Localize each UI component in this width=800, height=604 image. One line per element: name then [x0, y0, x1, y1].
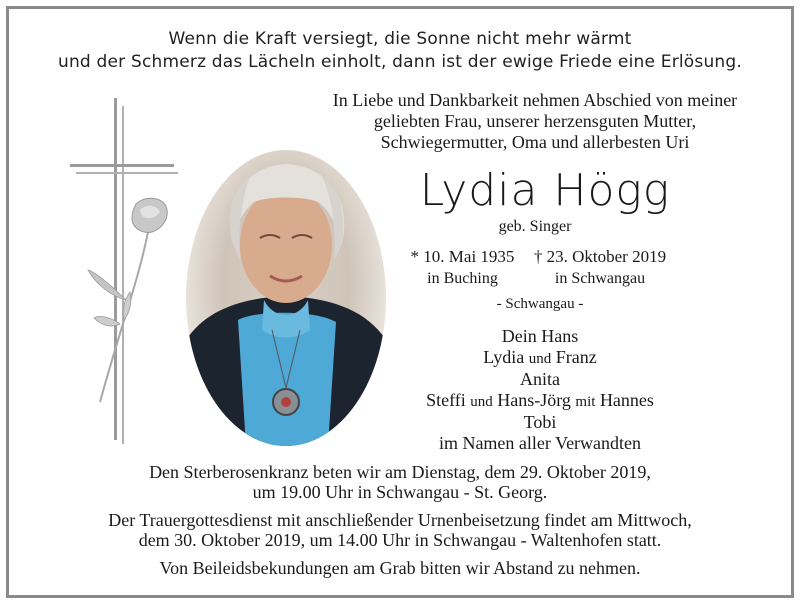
hometown: - Schwangau -	[496, 296, 584, 312]
portrait-photo	[186, 150, 386, 446]
deceased-name: Lydia Högg	[419, 165, 671, 216]
birth-info	[395, 246, 530, 290]
intro-line-1: In Liebe und Dankbarkeit nehmen Abschied von meiner	[332, 90, 738, 110]
family-line-6: im Namen aller Verwandten	[438, 432, 642, 453]
death-date: † 23. Oktober 2019	[533, 247, 667, 266]
service-line-1: Der Trauergottesdienst mit anschließender Urnenbeisetzung findet am Mittwoch,	[108, 510, 692, 530]
family-member: Hans-Jörg	[497, 389, 571, 410]
family-connector: und	[470, 393, 493, 410]
condolence-note: Von Beileidsbekundungen am Grab bitten wir Abstand zu nehmen.	[159, 558, 641, 578]
family-member: Lydia	[483, 346, 525, 367]
family-connector: mit	[575, 393, 596, 410]
birth-place: in Buching	[427, 270, 498, 287]
family-line-3: Anita	[520, 369, 560, 389]
service-line-2: dem 30. Oktober 2019, um 14.00 Uhr in Schwangau - Waltenhofen statt.	[138, 530, 662, 550]
family-connector: und	[528, 350, 552, 367]
rosary-line-2: um 19.00 Uhr in Schwangau - St. Georg.	[252, 482, 548, 502]
family-member: Steffi	[426, 389, 466, 410]
maiden-name: geb. Singer	[498, 218, 572, 235]
intro-text	[300, 90, 770, 153]
service-notice	[20, 462, 780, 578]
family-member: Franz	[555, 346, 597, 367]
family-line-5: Tobi	[523, 412, 557, 432]
rosary-line-1: Den Sterberosenkranz beten wir am Dienstag, dem 29. Oktober 2019,	[149, 462, 651, 482]
poem	[20, 28, 780, 74]
death-info	[520, 246, 680, 290]
family-line-1: Dein Hans	[501, 326, 579, 346]
rose-icon	[88, 198, 167, 402]
family-list	[380, 326, 700, 453]
family-member: Hannes	[599, 389, 654, 410]
family-line-2	[380, 347, 700, 370]
intro-line-3: Schwiegermutter, Oma und allerbesten Uri	[380, 132, 690, 152]
family-line-4	[380, 390, 700, 413]
portrait-figure	[186, 150, 386, 446]
cross-icon	[60, 92, 190, 452]
intro-line-2: geliebten Frau, unserer herzensguten Mutter,	[373, 111, 697, 131]
birth-date: * 10. Mai 1935	[410, 247, 515, 266]
poem-line-2: und der Schmerz das Lächeln einholt, dann ist der ewige Friede eine Erlösung.	[57, 52, 743, 72]
death-place: in Schwangau	[554, 270, 646, 287]
poem-line-1: Wenn die Kraft versiegt, die Sonne nicht mehr wärmt	[168, 29, 632, 49]
